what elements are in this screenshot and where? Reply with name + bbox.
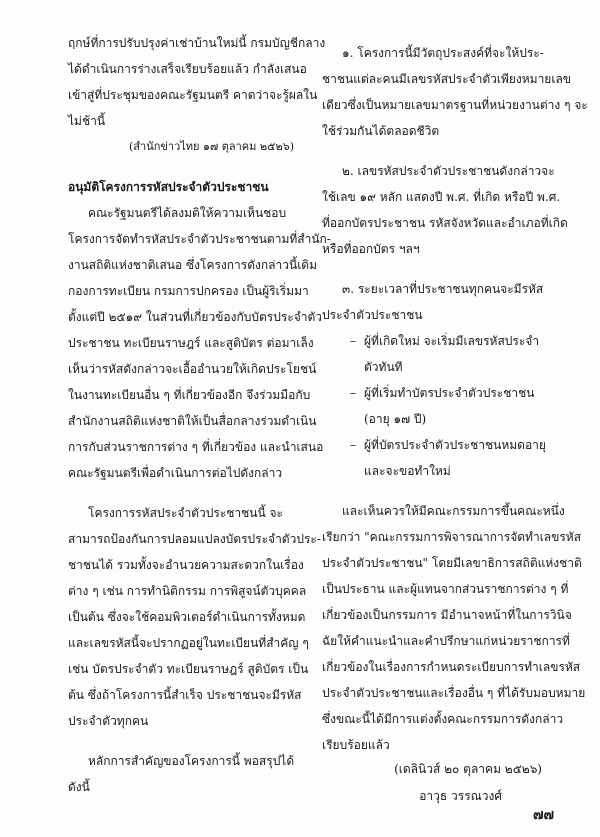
text-line: การกับส่วนราชการต่าง ๆ ที่เกี่ยวข้อง และนำเสนอ: [68, 440, 324, 454]
text-line: เห็นว่ารหัสดังกล่าวจะเอื้ออำนวยให้เกิดประโยชน์: [68, 362, 317, 376]
text-line: ฉัยให้คำแนะนำและคำปรึกษาแก่หน่วยราชการที่: [322, 634, 570, 648]
text-line: หรือที่ออกบัตร ฯลฯ: [322, 242, 420, 256]
text-line: ต้น ซึ่งถ้าโครงการนี้สำเร็จ ประชาชนจะมีรหัส: [68, 688, 302, 702]
bullet-line: – ผู้ที่บัตรประจำตัวประชาชนหมดอายุ: [350, 438, 546, 452]
text-line: สามารถป้องกันการปลอมแปลงบัตรประจำตัวประ-: [68, 532, 321, 546]
bullet-line: และจะขอทำใหม่: [364, 464, 451, 478]
bullet-line: – ผู้ที่เกิดใหม่ จะเริ่มมีเลขรหัสประจำ: [350, 334, 540, 348]
text-line: เป็นต้น ซึ่งจะใช้คอมพิวเตอร์ดำเนินการทั้งหมด: [68, 610, 306, 624]
text-line: ประจำตัวประชาชน: [322, 308, 423, 322]
left-paragraph-2: [68, 200, 331, 486]
text-line: ใช้ร่วมกันได้ตลอดชีวิต: [322, 124, 440, 138]
author-name: อาวุธ วรรณวงศ์: [419, 789, 502, 803]
text-line: ฤกษ์ที่การปรับปรุงค่าเช่าบ้านใหม่นี้ กรมบัญชีกลาง: [68, 36, 326, 50]
bullet-list: [322, 328, 562, 484]
text-line: ประชาชน ทะเบียนราษฎร์ และสูติบัตร ต่อมาเล็ง: [68, 336, 314, 350]
text-line: เรียบร้อยแล้ว: [322, 738, 390, 752]
text-line: กองการทะเบียน กรมการปกครอง เป็นผู้ริเริ่มมา: [68, 284, 309, 298]
text-line: หลักการสำคัญของโครงการนี้ พอสรุปได้: [88, 754, 295, 768]
text-line: ชาชนได้ รวมทั้งจะอำนวยความสะดวกในเรื่อง: [68, 558, 304, 572]
text-line: ประจำตัวทุกคน: [68, 714, 149, 728]
left-paragraph-3: [68, 500, 321, 734]
text-line: เป็นประธาน และผู้แทนจากส่วนราชการต่าง ๆ ที่: [322, 582, 569, 596]
text-line: ดังนี้: [68, 780, 90, 794]
page-number: ๗๗: [532, 807, 554, 823]
text-line: ๑. โครงการนี้มีวัตถุประสงค์ที่จะให้ประ-: [342, 46, 544, 60]
text-line: คณะรัฐมนตรีได้ลงมติให้ความเห็นชอบ: [88, 206, 287, 220]
text-line: เช่น บัตรประจำตัว ทะเบียนราษฎร์ สูติบัตร เป็น: [68, 662, 309, 676]
text-line: เกี่ยวข้องในเรื่องการกำหนดระเบียบการทำเลขรหัส: [322, 660, 581, 674]
text-line: ตั้งแต่ปี ๒๕๑๙ ในส่วนที่เกี่ยวข้องกับบัตรประจำตัว: [68, 310, 323, 324]
text-line: ต่าง ๆ เช่น การทำนิติกรรม การพิสูจน์ตัวบุคคล: [68, 584, 307, 598]
text-line: และเลขรหัสนี้จะปรากฏอยู่ในทะเบียนที่สำคัญ ๆ: [68, 636, 309, 650]
text-line: เรียกว่า "คณะกรรมการพิจารณาการจัดทำเลขรหัส: [322, 530, 582, 544]
text-line: เดียวซึ่งเป็นหมายเลขมาตรฐานที่หน่วยงานต่าง ๆ จะ: [322, 98, 588, 112]
left-paragraph-1: [68, 30, 326, 134]
left-paragraph-4: [68, 748, 294, 800]
text-line: ใช้เลข ๑๙ หลัก แสดงปี พ.ศ. ที่เกิด หรือปี พ.ศ.: [322, 190, 561, 204]
text-line: ประจำตัวประชาชนและเรื่องอื่น ๆ ที่ได้รับมอบหมาย: [322, 686, 586, 700]
list-item: [322, 328, 562, 380]
text-line: เกี่ยวข้องเป็นกรรมการ มีอำนาจหน้าที่ในการวินิจ: [322, 608, 572, 622]
text-line: ชาชนแต่ละคนมีเลขรหัสประจำตัวเพียงหมายเลข: [322, 72, 571, 86]
news-source-2: (เดลินิวส์ ๒๐ ตุลาคม ๒๕๒๖): [394, 762, 542, 776]
right-paragraph-4: [322, 498, 586, 758]
text-line: งานสถิติแห่งชาติเสนอ ซึ่งโครงการดังกล่าวนี้เดิม: [68, 258, 317, 272]
text-line: โครงการรหัสประจำตัวประชาชนนี้ จะ: [88, 506, 283, 520]
text-line: โครงการจัดทำรหัสประจำตัวประชาชนตามที่สำนัก-: [68, 232, 331, 246]
right-point-1: [322, 40, 588, 144]
text-line: สำนักงานสถิติแห่งชาติให้เป็นสื่อกลางร่วมดำเนิน: [68, 414, 317, 428]
text-line: ที่ออกบัตรประชาชน รหัสจังหวัดและอำเภอที่เกิด: [322, 216, 568, 230]
list-item: [322, 432, 562, 484]
signature-block: [394, 760, 542, 806]
left-column: [68, 30, 331, 800]
text-line: เข้าสู่ที่ประชุมของคณะรัฐมนตรี คาดว่าจะรู้ผลใน: [68, 88, 318, 102]
text-line: ในงานทะเบียนอื่น ๆ ที่เกี่ยวข้องอีก จึงร่วมมือกับ: [68, 388, 311, 402]
text-line: ๓. ระยะเวลาที่ประชาชนทุกคนจะมีรหัส: [342, 282, 544, 296]
right-column: [322, 40, 588, 758]
text-line: ประจำตัวประชาชน" โดยมีเลขาธิการสถิติแห่งชาติ: [322, 556, 582, 570]
news-source-1: (สำนักข่าวไทย ๑๗ ตุลาคม ๒๕๒๖): [129, 140, 294, 153]
text-line: ไม่ช้านี้: [68, 114, 106, 128]
bullet-line: – ผู้ที่เริ่มทำบัตรประจำตัวประชาชน: [350, 386, 535, 400]
bullet-line: (อายุ ๑๗ ปี): [364, 412, 427, 426]
bullet-line: ตัวทันที: [364, 360, 403, 374]
text-line: ซึ่งขณะนี้ได้มีการแต่งตั้งคณะกรรมการดังกล่าว: [322, 712, 564, 726]
text-line: ได้ดำเนินการร่างเสร็จเรียบร้อยแล้ว กำลังเสนอ: [68, 62, 307, 76]
right-point-3: [322, 276, 562, 328]
text-line: และเห็นควรให้มีคณะกรรมการขึ้นคณะหนึ่ง: [342, 504, 565, 518]
article-heading: อนุมัติโครงการรหัสประจำตัวประชาชน: [68, 180, 269, 194]
text-line: ๒. เลขรหัสประจำตัวประชาชนดังกล่าวจะ: [342, 164, 555, 178]
right-point-2: [322, 158, 568, 262]
text-line: คณะรัฐมนตรีเพื่อดำเนินการต่อไปดังกล่าว: [68, 466, 283, 480]
list-item: [322, 380, 562, 432]
